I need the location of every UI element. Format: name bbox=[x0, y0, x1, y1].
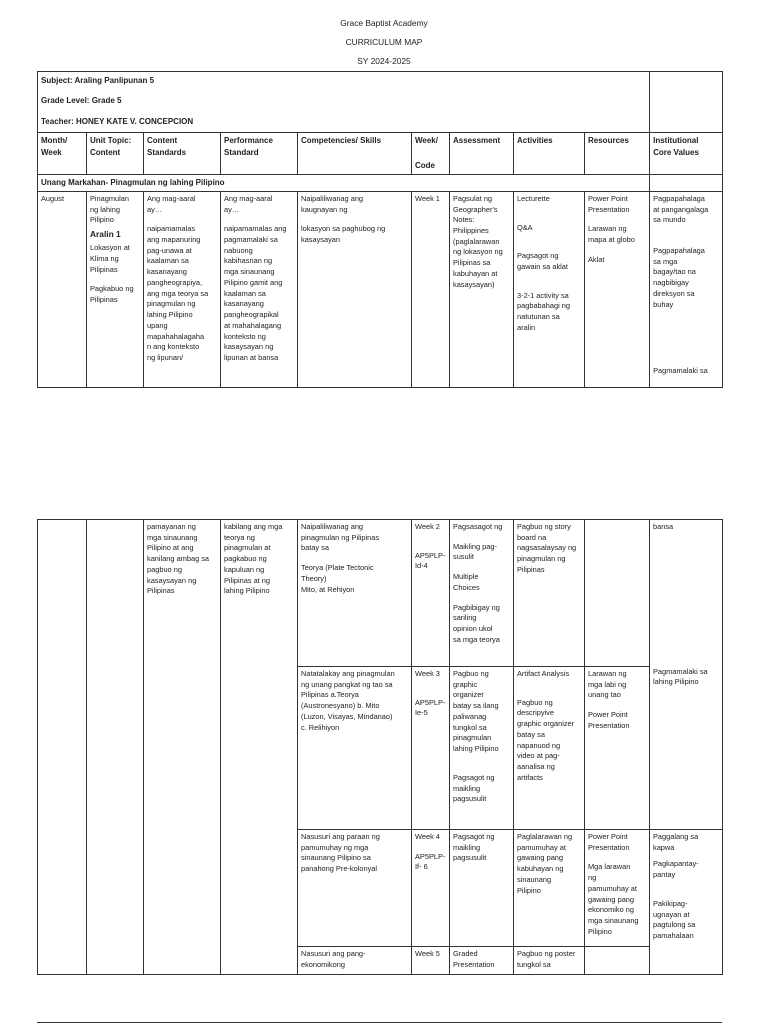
performance-standard-continued: kabilang ang mga teorya ng pinagmulan at pagkabuo ng kapuluan ng Pilipinas at ng lahing Pilipino bbox=[221, 520, 298, 975]
week4-core-value-1: Paggalang sa kapwa bbox=[653, 832, 699, 852]
week2-activities-cell: Pagbuo ng story board na nagsasalaysay ng pinagmulan ng Pilipinas bbox=[514, 520, 585, 667]
week2-resources-cell bbox=[585, 520, 650, 667]
week2-code-cell bbox=[412, 520, 450, 667]
col-header-assessment: Assessment bbox=[450, 133, 514, 175]
unit-cell-continued bbox=[87, 520, 144, 975]
week4-core-value-2: Pagkapantay- pantay bbox=[653, 859, 699, 880]
col-header-performance-standard: Performance Standard bbox=[221, 133, 298, 175]
week5-resources-cell bbox=[585, 947, 650, 975]
col-header-competencies: Competencies/ Skills bbox=[298, 133, 412, 175]
unit-subtopic-1: Lokasyon at Klima ng Pilipinas bbox=[90, 243, 130, 274]
week3-assessment-1: Pagbuo ng graphic organizer batay sa ilang paliwanag tungkol sa pinagmulan lahing Pilipino bbox=[453, 669, 499, 754]
document-title: CURRICULUM MAP bbox=[345, 37, 423, 47]
resource-3: Aklat bbox=[588, 254, 605, 264]
activity-1: Lecturette bbox=[517, 193, 550, 203]
week3-resource-1: Larawan ng mga labi ng unang tao bbox=[588, 669, 627, 700]
subject-label: Subject: Araling Panlipunan 5 bbox=[38, 72, 650, 91]
week5-activities-cell: Pagbuo ng poster tungkol sa bbox=[514, 947, 585, 975]
ps-body: naipamamalas ang pagmamalaki sa nabuong kabihasnan ng mga sinaunang Pilipino gamit ang kaalaman sa kasanayang pangheograpikal at mahahalagang konteksto ng kasaysayan ng lipunan at bansa bbox=[224, 224, 287, 363]
resource-1: Power Point Presentation bbox=[588, 193, 630, 214]
week2-label: Week 2 bbox=[415, 522, 440, 531]
cs-lead: Ang mag-aaral ay… bbox=[147, 193, 196, 214]
core-value-2: Pagpapahalaga sa mga bagay/tao na nagbibigay direksyon sa buhay bbox=[653, 245, 705, 309]
week5-competency-cell: Nasusuri ang pang- ekonomikong bbox=[298, 947, 412, 975]
assessment-cell: Pagsulat ng Geographer's Notes: Philippines (paglalarawan ng lokasyon ng Pilipinas sa kabuhayan at kasaysayan) bbox=[450, 191, 514, 387]
curriculum-table-page1 bbox=[37, 71, 723, 388]
week4-core-value-3: Pakikipag- ugnayan at pagtulong sa pamahalaan bbox=[653, 898, 696, 941]
resources-cell bbox=[585, 191, 650, 387]
page-bottom-rule bbox=[37, 1022, 722, 1023]
week3-code-cell bbox=[412, 667, 450, 830]
week4-assessment-cell: Pagsagot ng maikling pagsusulit bbox=[450, 830, 514, 947]
month-cell-continued bbox=[38, 520, 87, 975]
aralin-label: Aralin 1 bbox=[90, 228, 121, 239]
week2-code: AP5PLP- Id-4 bbox=[415, 550, 446, 571]
week3-activities-cell bbox=[514, 667, 585, 830]
week4-competency-cell: Nasusuri ang paraan ng pamumuhay ng mga sinaunang Pilipino sa panahong Pre-kolonyal bbox=[298, 830, 412, 947]
unit-topic-text: Pinagmulan ng lahing Pilipino bbox=[90, 193, 130, 225]
content-standards-cell bbox=[144, 191, 221, 387]
week5-assessment-cell: Graded Presentation bbox=[450, 947, 514, 975]
week4-core-values-cell bbox=[650, 830, 723, 975]
week2-assessment-2: Maikling pag- susulit bbox=[453, 541, 497, 562]
quarter-title: Unang Markahan- Pinagmulan ng lahing Pilipino bbox=[38, 175, 650, 192]
week-cell: Week 1 bbox=[412, 191, 450, 387]
col-header-activities: Activities bbox=[514, 133, 585, 175]
activity-3: Pagsagot ng gawain sa aklat bbox=[517, 251, 568, 271]
week3-competency-cell: Natatalakay ang pinagmulan ng unang pangkat ng tao sa Pilipinas a.Teorya (Austronesyano) b. Mito (Luzon, Visayas, Mindanao) c. Relihiyon bbox=[298, 667, 412, 830]
core-values-cell bbox=[650, 191, 723, 387]
week3-resources-cell bbox=[585, 667, 650, 830]
week2-core-values-cell bbox=[650, 520, 723, 830]
col-header-week-code: Week/ Code bbox=[412, 133, 450, 175]
content-standards-continued: pamayanan ng mga sinaunang Pilipino at ang kanilang ambag sa pagbuo ng kasaysayan ng Pilipinas bbox=[144, 520, 221, 975]
week2-assessment-cell bbox=[450, 520, 514, 667]
week2-assessment-4: Pagbibigay ng sariling opinion ukol sa mga teorya bbox=[453, 602, 500, 644]
week2-core-value: bansa bbox=[653, 522, 674, 531]
week4-resource-2: Mga larawan ng pamumuhay at gawaing pang ekonomiko ng mga sinaunang Pilipino bbox=[588, 862, 639, 936]
week5-code-cell: Week 5 bbox=[412, 947, 450, 975]
cs-body: naipamamalas ang mapanuring pag-unawa at kaalaman sa kasanayang pangheograpiya, ang mga teorya sa pinagmulan ng lahing Pilipino upang mapahahalagaha n ang konteksto ng lipunan/ bbox=[147, 224, 209, 363]
week2-competency-text: Naipaliliwanag ang pinagmulan ng Pilipinas batay sa bbox=[301, 522, 380, 553]
resource-2: Larawan ng mapa at globo bbox=[588, 224, 635, 244]
week4-code: AP5PLP- If- 6 bbox=[415, 851, 446, 872]
competency-text-2: lokasyon sa paghubog ng kasaysayan bbox=[301, 224, 386, 244]
unit-subtopic-2: Pagkabuo ng Pilipinas bbox=[90, 284, 134, 305]
activities-cell bbox=[514, 191, 585, 387]
activity-2: Q&A bbox=[517, 222, 533, 232]
week3-assessment-2: Pagsagot ng maikling pagsusulit bbox=[453, 772, 495, 804]
meta-blank-cell bbox=[650, 72, 723, 133]
week3-activity-2: Pagbuo ng descripyive graphic organizer batay sa napanuod ng video at pag- aanalisa ng artifacts bbox=[517, 697, 575, 782]
unit-topic-cell bbox=[87, 191, 144, 387]
week2-assessment-1: Pagsasagot ng bbox=[453, 522, 503, 531]
core-value-3: Pagmamalaki sa bbox=[653, 366, 708, 376]
school-name: Grace Baptist Academy bbox=[340, 18, 428, 28]
performance-standard-cell bbox=[221, 191, 298, 387]
activity-4: 3-2-1 activity sa pagbabahagi ng natutunan sa aralin bbox=[517, 290, 571, 332]
school-year: SY 2024-2025 bbox=[357, 56, 411, 66]
col-header-resources: Resources bbox=[585, 133, 650, 175]
grade-level-label: Grade Level: Grade 5 bbox=[38, 90, 650, 112]
month-cell: August bbox=[38, 191, 87, 387]
competency-text-1: Naipaliliwanag ang kaugnayan ng bbox=[301, 193, 364, 214]
week3-core-value: Pagmamalaki sa lahing Pilipino bbox=[653, 666, 708, 687]
week4-activities-cell: Paglalarawan ng pamumuhay at gawaing pang kabuhayan ng sinaunang Pilipino bbox=[514, 830, 585, 947]
week4-resources-cell bbox=[585, 830, 650, 947]
week2-competency-detail: Teorya (Plate Tectonic Theory) Mito, at Rehiyon bbox=[301, 563, 374, 594]
core-value-1: Pagpapahalaga at pangangalaga sa mundo bbox=[653, 193, 709, 225]
week4-label: Week 4 bbox=[415, 832, 440, 841]
ps-lead: Ang mag-aaral ay… bbox=[224, 193, 273, 214]
week3-activity-1: Artifact Analysis bbox=[517, 669, 570, 678]
week3-assessment-cell bbox=[450, 667, 514, 830]
week4-code-cell bbox=[412, 830, 450, 947]
teacher-label: Teacher: HONEY KATE V. CONCEPCION bbox=[38, 112, 650, 133]
col-header-unit: Unit Topic: Content bbox=[87, 133, 144, 175]
competency-cell bbox=[298, 191, 412, 387]
week3-code: AP5PLP- Ie-5 bbox=[415, 697, 446, 718]
week2-competency-cell bbox=[298, 520, 412, 667]
week4-resource-1: Power Point Presentation bbox=[588, 832, 630, 852]
week3-resource-2: Power Point Presentation bbox=[588, 710, 630, 730]
quarter-blank-cell bbox=[650, 175, 723, 192]
col-header-core-values: Institutional Core Values bbox=[650, 133, 723, 175]
col-header-month: Month/ Week bbox=[38, 133, 87, 175]
curriculum-table-page2 bbox=[37, 519, 723, 975]
col-header-content-standards: Content Standards bbox=[144, 133, 221, 175]
week2-assessment-3: Multiple Choices bbox=[453, 572, 480, 592]
week3-label: Week 3 bbox=[415, 669, 440, 678]
